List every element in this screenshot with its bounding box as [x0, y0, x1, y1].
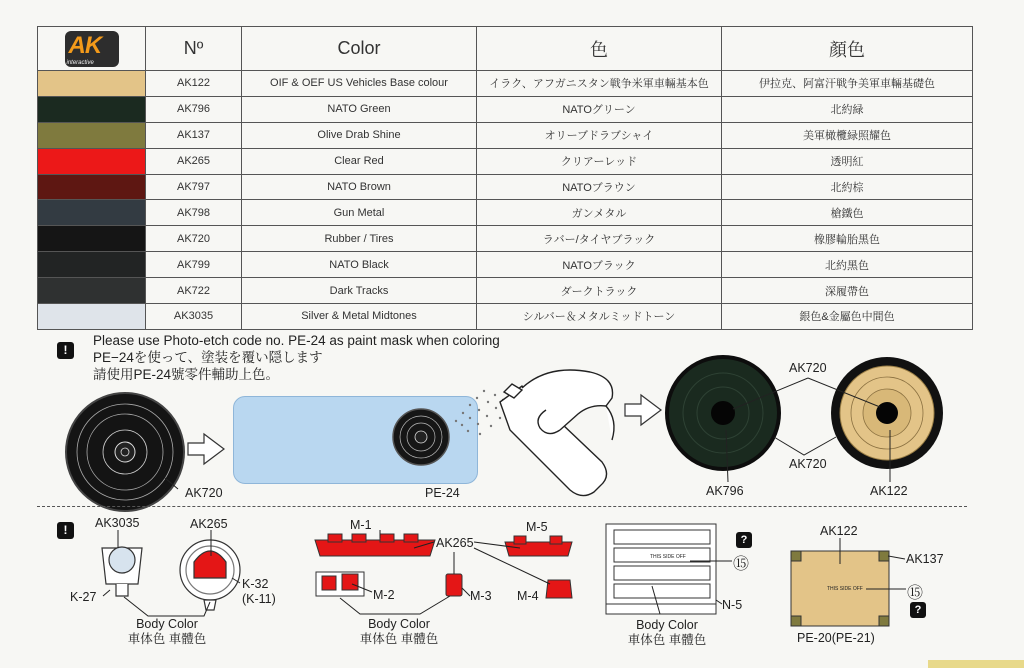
arrow-right-icon: [188, 434, 224, 464]
left-wheel-label: AK720: [185, 486, 223, 500]
color-name-english: NATO Brown: [242, 174, 477, 200]
part-m5-label: M-5: [526, 520, 548, 534]
part-k32: K-32: [242, 577, 269, 591]
headlight-silver-icon: [102, 547, 142, 596]
header-number: Nº: [146, 27, 242, 71]
color-name-english: NATO Black: [242, 252, 477, 278]
painted-tan-wheel-icon: [831, 357, 943, 469]
color-name-japanese: NATOブラック: [477, 252, 722, 278]
part-m2-label: M-2: [373, 588, 395, 602]
note-chinese: 請使用PE-24號零件輔助上色。: [93, 367, 280, 382]
warning-icon: !: [57, 342, 74, 359]
grille-panel-icon: [606, 524, 716, 614]
color-name-chinese: 透明紅: [722, 148, 973, 174]
paint-number: AK722: [146, 278, 242, 304]
plate-corner-label: AK137: [906, 552, 944, 566]
paint-number: AK122: [146, 71, 242, 97]
color-name-english: OIF & OEF US Vehicles Base colour: [242, 71, 477, 97]
body-color-en-3: Body Color: [636, 618, 698, 632]
color-name-english: Gun Metal: [242, 200, 477, 226]
plate-ref-number: ⑮: [907, 585, 924, 602]
paint-number: AK265: [146, 148, 242, 174]
color-name-chinese: 深履帶色: [722, 278, 973, 304]
color-name-chinese: 銀色&金屬色中間色: [722, 304, 973, 330]
color-name-chinese: 槍鐵色: [722, 200, 973, 226]
color-name-japanese: シルバー＆メタルミッドトーン: [477, 304, 722, 330]
red-label: AK265: [190, 517, 228, 531]
color-name-japanese: イラク、アフガニスタン戦争米軍車輛基本色: [477, 71, 722, 97]
part-m1-label: M-1: [350, 518, 372, 532]
panel-body-color-caption: [612, 618, 722, 648]
paint-number: AK796: [146, 96, 242, 122]
color-name-chinese: 美軍橄欖緑照耀色: [722, 122, 973, 148]
arrow-right-icon-2: [625, 395, 661, 425]
masked-wheel-icon: [393, 409, 449, 465]
paint-number: AK137: [146, 122, 242, 148]
part-k11: (K-11): [242, 592, 276, 606]
note-english: Please use Photo-etch code no. PE-24 as paint mask when coloring: [93, 333, 500, 348]
paint-number: AK720: [146, 226, 242, 252]
color-name-japanese: オリーブドラブシャイ: [477, 122, 722, 148]
painted-green-wheel-icon: [667, 357, 779, 469]
color-name-english: Silver & Metal Midtones: [242, 304, 477, 330]
panel-ref-number: ⑮: [733, 556, 750, 573]
color-name-chinese: 伊拉克、阿富汗戦争美軍車輛基礎色: [722, 71, 973, 97]
part-pe20-label: PE-20(PE-21): [797, 631, 875, 645]
green-wheel-label: AK796: [706, 484, 744, 498]
color-name-chinese: 橡膠輪胎黑色: [722, 226, 973, 252]
color-name-english: Rubber / Tires: [242, 226, 477, 252]
part-n5-label: N-5: [722, 598, 743, 612]
logo-subtitle: interactive: [66, 59, 94, 66]
logo-mark: AK: [68, 31, 102, 59]
color-name-japanese: ガンメタル: [477, 200, 722, 226]
body-color-en: Body Color: [136, 617, 198, 631]
paint-number: AK799: [146, 252, 242, 278]
rubber-mid-label: AK720: [789, 457, 827, 471]
silver-label: AK3035: [95, 516, 140, 530]
plate-base-label: AK122: [820, 524, 858, 538]
color-name-japanese: クリアーレッド: [477, 148, 722, 174]
header-color-chinese: 顏色: [722, 27, 973, 71]
color-name-english: Clear Red: [242, 148, 477, 174]
color-name-english: Dark Tracks: [242, 278, 477, 304]
mirrors-body-color-caption: [344, 617, 454, 647]
color-name-chinese: 北約緑: [722, 96, 973, 122]
question-icon: ?: [736, 532, 752, 548]
pe24-label: PE-24: [425, 486, 460, 500]
body-color-cjk-2: 車体色 車體色: [359, 632, 439, 646]
spray-can-icon: [500, 370, 614, 496]
body-color-cjk: 車体色 車體色: [127, 632, 207, 646]
part-m4-label: M-4: [517, 589, 539, 603]
question-icon-2: ?: [910, 602, 926, 618]
part-k32-label: [242, 577, 276, 607]
rubber-top-label: AK720: [789, 361, 827, 375]
color-name-english: NATO Green: [242, 96, 477, 122]
header-color-japanese: 色: [477, 27, 722, 71]
plate-sticker-text: THIS SIDE OFF: [827, 586, 863, 592]
color-name-japanese: ラバー/タイヤブラック: [477, 226, 722, 252]
header-color: Color: [242, 27, 477, 71]
lights-body-color-caption: [112, 617, 222, 647]
page-corner-tab: [928, 660, 1024, 668]
part-k27-label: K-27: [70, 590, 97, 604]
color-name-japanese: ダークトラック: [477, 278, 722, 304]
color-name-japanese: NATOグリーン: [477, 96, 722, 122]
body-color-en-2: Body Color: [368, 617, 430, 631]
paint-number: AK798: [146, 200, 242, 226]
warning-icon-2: !: [57, 522, 74, 539]
paint-number: AK3035: [146, 304, 242, 330]
paint-number: AK797: [146, 174, 242, 200]
wheel-before-icon: [66, 393, 184, 511]
spray-mist-icon: [455, 390, 504, 435]
mirrors-red-label: AK265: [436, 536, 474, 550]
note-japanese: PE−24を使って、塗装を覆い隠します: [93, 350, 323, 365]
section-divider: [37, 506, 967, 507]
taillight-red-icon: [180, 540, 240, 610]
hub-label: AK122: [870, 484, 908, 498]
part-m3-label: M-3: [470, 589, 492, 603]
color-name-english: Olive Drab Shine: [242, 122, 477, 148]
body-color-cjk-3: 車体色 車體色: [627, 633, 707, 647]
panel-sticker-text: THIS SIDE OFF: [650, 554, 686, 560]
color-name-chinese: 北約黑色: [722, 252, 973, 278]
color-name-chinese: 北約棕: [722, 174, 973, 200]
color-name-japanese: NATOブラウン: [477, 174, 722, 200]
